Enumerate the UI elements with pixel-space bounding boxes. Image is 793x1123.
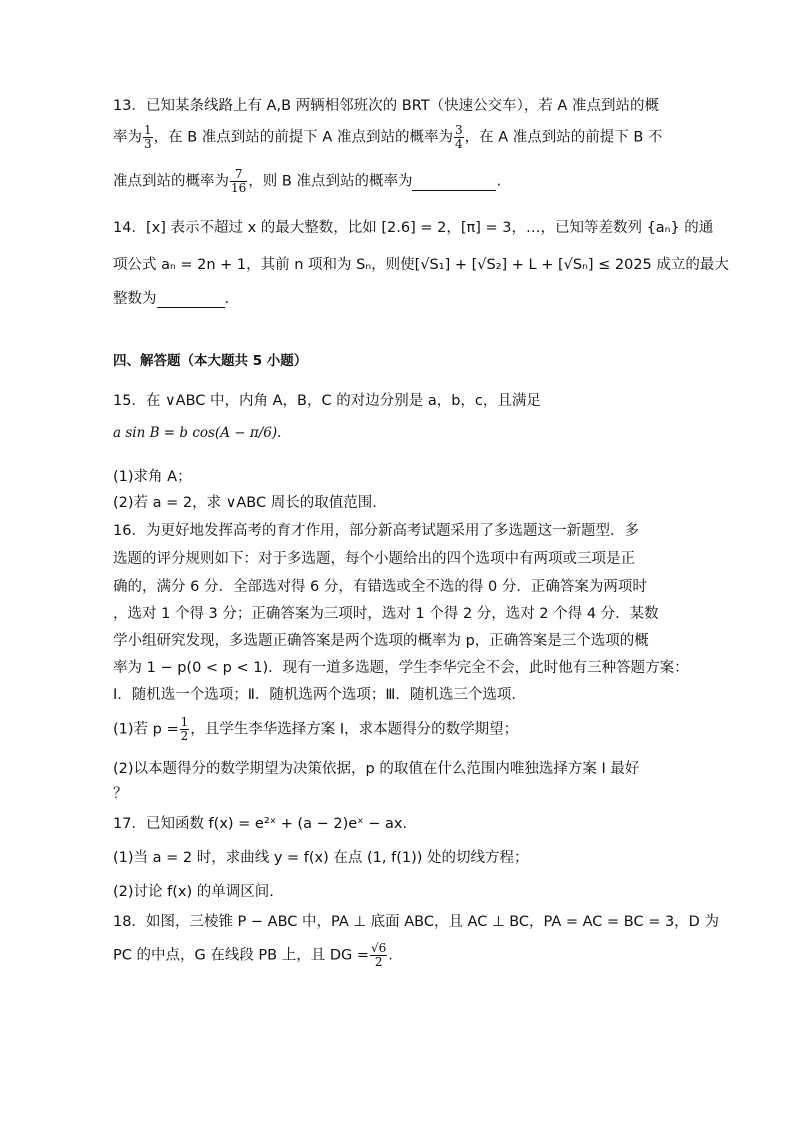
q16-line-6: 率为 1 − p(0 < p < 1)．现有一道多选题，学生李华完全不会，此时他有三种答题方案： [113, 660, 689, 676]
q16-part-1 [113, 716, 518, 743]
q14-text: . [224, 291, 230, 307]
answer-blank[interactable] [412, 174, 496, 191]
q16-part-2-mark: ？ [113, 786, 128, 802]
fraction-3-4: $\frac{3}{4}$ [454, 123, 463, 152]
q16-line-7: Ⅰ．随机选一个选项；Ⅱ．随机选两个选项；Ⅲ．随机选三个选项． [113, 687, 526, 703]
q13-text: . [496, 173, 502, 190]
q18-text: . [388, 947, 393, 964]
q17-part-2: (2)讨论 f(x) 的单调区间. [113, 884, 274, 900]
q15-part-1: (1)求角 A； [113, 469, 192, 485]
q15-line-1: 15．在 ∨ABC 中，内角 A，B，C 的对边分别是 a，b，c，且满足 [113, 393, 541, 409]
q13-text: 准点到站的概率为 [113, 173, 229, 190]
fraction-7-16: $\frac{7}{16}$ [231, 167, 247, 196]
q14-line-3 [113, 287, 229, 308]
q16-line-2: 选题的评分规则如下：对于多选题，每个小题给出的四个选项中有两项或三项是正 [113, 551, 635, 567]
q16-part-2: (2)以本题得分的数学期望为决策依据，p 的取值在什么范围内唯独选择方案 I 最好 [113, 761, 640, 777]
fraction-1-2: $\frac{1}{2}$ [180, 715, 189, 744]
q16-line-1: 16．为更好地发挥高考的育才作用，部分新高考试题采用了多选题这一新题型．多 [113, 523, 639, 539]
q13-text: 率为 [113, 129, 142, 146]
q14-line-2 [113, 253, 729, 274]
q16-text: ，且学生李华选择方案 I，求本题得分的数学期望； [190, 721, 519, 738]
answer-blank[interactable] [157, 291, 225, 308]
q16-text: (1)若 p = [113, 721, 179, 738]
q13-line-3 [113, 168, 501, 195]
q17-line-1: 17．已知函数 f(x) = e²ˣ + (a − 2)eˣ − ax. [113, 816, 408, 832]
q14-line-1 [113, 216, 713, 237]
q13-line-1: 13．已知某条线路上有 A,B 两辆相邻班次的 BRT（快速公交车），若 A 准点到站的概 [113, 98, 659, 114]
q15-part-2: (2)若 a = 2，求 ∨ABC 周长的取值范围. [113, 495, 377, 511]
fraction-1-3: $\frac{1}{3}$ [144, 123, 152, 152]
q14-text: [x] 表示不超过 x 的最大整数，比如 [2.6] = 2，[π] = 3，…，已知等差数列 {aₙ} 的通 [145, 220, 714, 236]
q14-text: 项公式 aₙ = 2n + 1，其前 n 项和为 Sₙ，则使 [113, 257, 415, 273]
fraction-sqrt6-2: $\frac{√6}{2}$ [371, 941, 387, 970]
section-title: 四、解答题（本大题共 5 小题） [113, 353, 308, 369]
q14-number: 14． [113, 220, 146, 236]
q14-text: 整数为 [113, 291, 157, 307]
q17-part-1: (1)当 a = 2 时，求曲线 y = f(x) 在点 (1, f(1)) 处的切线方程； [113, 850, 529, 866]
q13-line-2 [113, 124, 662, 151]
q18-text: PC 的中点，G 在线段 PB 上，且 DG = [113, 947, 370, 964]
q16-line-3: 确的，满分 6 分．全部选对得 6 分，有错选或全不选的得 0 分．正确答案为两项时 [113, 579, 647, 595]
q18-line-2 [113, 942, 393, 969]
q15-equation: a sin B = b cos(A − π/6). [113, 425, 282, 441]
q16-line-5: 学小组研究发现，多选题正确答案是两个选项的概率为 p，正确答案是三个选项的概 [113, 633, 649, 649]
q14-sum-expression: [√S₁] + [√S₂] + L + [√Sₙ] ≤ 2025 成立的最大 [414, 257, 729, 273]
q13-text: ，则 B 准点到站的概率为 [248, 173, 413, 190]
q13-text: ，在 B 准点到站的前提下 A 准点到站的概率为 [153, 129, 453, 146]
q16-line-4: ，选对 1 个得 3 分；正确答案为三项时，选对 1 个得 2 分，选对 2 个得 4 分．某数 [113, 606, 659, 622]
q13-text: ，在 A 准点到站的前提下 B 不 [464, 129, 663, 146]
q18-line-1: 18．如图，三棱锥 P − ABC 中，PA ⊥ 底面 ABC，且 AC ⊥ BC，PA = AC = BC = 3，D 为 [113, 914, 719, 930]
